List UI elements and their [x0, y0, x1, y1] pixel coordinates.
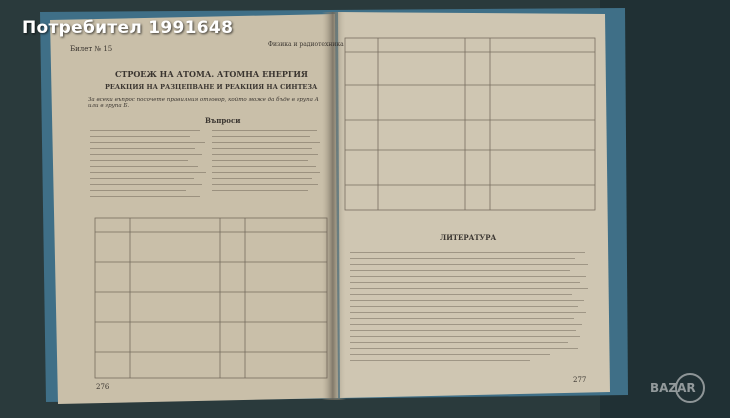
left-page-number: 276 [96, 383, 110, 391]
left-header-right: Физика и радиотехника [268, 41, 344, 48]
left-header-left: Билет № 15 [70, 45, 113, 53]
questions-heading: Въпроси [205, 116, 241, 125]
left-page-subtitle: РЕАКЦИЯ НА РАЗЦЕПВАНЕ И РЕАКЦИЯ НА СИНТЕЗА [105, 83, 318, 91]
left-page-title: СТРОЕЖ НА АТОМА. АТОМНА ЕНЕРГИЯ [115, 69, 308, 79]
left-questions-text-col2 [212, 130, 322, 196]
right-page-number: 277 [573, 376, 587, 384]
svg-text:BAZAR: BAZAR [650, 381, 696, 395]
bibliography-heading: ЛИТЕРАТУРА [440, 233, 497, 242]
user-watermark: Потребител 1991648 [22, 18, 234, 38]
left-page-intro: За всеки въпрос посочете правилния отговор, който може да бъде в група А или в група Б. [88, 97, 319, 109]
bibliography-list [350, 252, 600, 366]
